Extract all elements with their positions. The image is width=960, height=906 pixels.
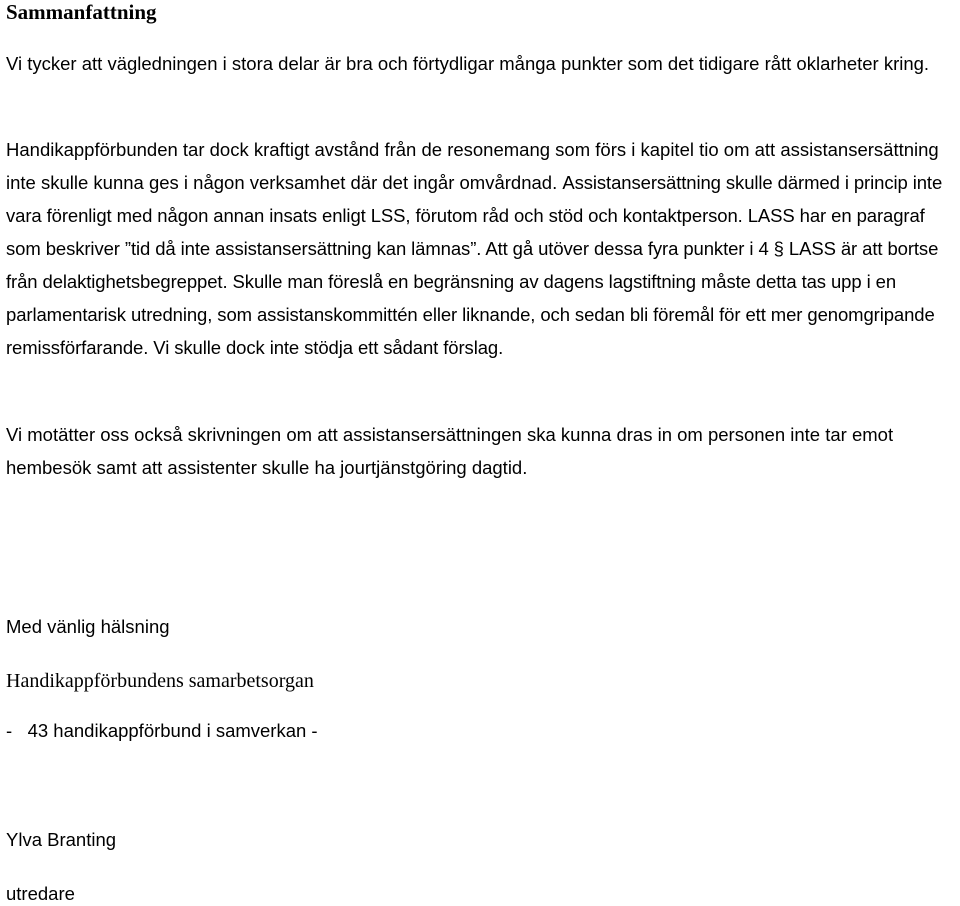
organization-name: Handikappförbundens samarbetsorgan: [6, 670, 314, 692]
paragraph-intro: Vi tycker att vägledningen i stora delar är bra och förtydligar många punkter som det tidigare rått oklarheter kring.: [6, 53, 930, 74]
section-heading: Sammanfattning: [6, 0, 157, 24]
paragraph-position: [6, 133, 956, 364]
paragraph-objection: Vi motätter oss också skrivningen om att assistansersättningen ska kunna dras in om personen inte tar emot hembesök samt att assistenter skulle ha jourtjänstgöring dagtid.: [6, 424, 894, 478]
paragraph-position-part-1: Handikappförbunden tar dock kraftigt avstånd från de resonemang som förs i kapitel tio om att assistansersättning inte skulle kunna ges i någon verksamhet där det ingår omvårdnad.: [6, 139, 939, 193]
paragraph-position-part-2: Assistansersättning skulle därmed i princip inte vara förenligt med någon annan insats enligt LSS, förutom råd och stöd och kontaktperson. LASS har en paragraf som beskriver ”tid då inte assistansersättning kan lämnas”. Att gå utöver dessa fyra punkter i 4 § LASS är att bortse från delaktighetsbegreppet. Skulle man föreslå en begränsning av dagens lagstiftning måste detta tas upp i en parlamentarisk utredning, som assistanskommittén eller liknande, och sedan bli föremål för ett mer genomgripande remissförfarande. Vi skulle dock inte stödja ett sådant förslag.: [6, 172, 943, 358]
organization-tagline: - 43 handikappförbund i samverkan -: [6, 720, 318, 741]
signatory-title: utredare: [6, 883, 75, 904]
signatory-name: Ylva Branting: [6, 829, 117, 850]
closing-greeting: Med vänlig hälsning: [6, 616, 170, 637]
